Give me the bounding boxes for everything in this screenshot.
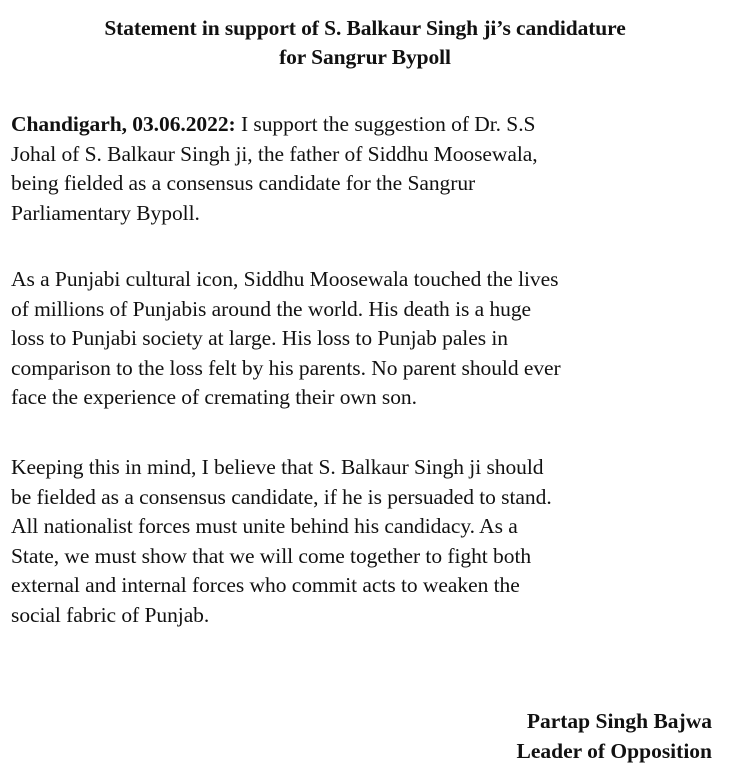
signatory-name: Partap Singh Bajwa [526, 709, 712, 733]
paragraph-2-line-2: of millions of Punjabis around the world. His death is a huge [11, 296, 532, 321]
paragraph-3-line-1: Keeping this in mind, I believe that S. Balkaur Singh ji should [11, 455, 544, 479]
paragraph-3-line-2: be fielded as a consensus candidate, if he is persuaded to stand. [11, 484, 552, 509]
paragraph-3-line-3: All nationalist forces must unite behind his candidacy. As a [11, 514, 518, 538]
title-line-2: for Sangrur Bypoll [279, 45, 451, 69]
title-line-1: Statement in support of S. Balkaur Singh ji’s candidature [104, 16, 626, 40]
paragraph-2-line-3: loss to Punjabi society at large. His loss to Punjab pales in [11, 326, 508, 350]
paragraph-2-line-1: As a Punjabi cultural icon, Siddhu Moosewala touched the lives [11, 267, 559, 291]
paragraph-1-line-2: Johal of S. Balkaur Singh ji, the father of Siddhu Moosewala, [11, 141, 538, 166]
paragraph-2 [11, 265, 723, 413]
paragraph-1-line-4: Parliamentary Bypoll. [11, 200, 200, 225]
paragraph-3-line-6: social fabric of Punjab. [11, 602, 210, 627]
paragraph-3 [11, 453, 723, 630]
paragraph-3-line-4: State, we must show that we will come together to fight both [11, 543, 532, 568]
paragraph-2-line-5: face the experience of cremating their own son. [11, 385, 417, 409]
statement-title [0, 14, 730, 72]
signatory-title: Leader of Opposition [516, 739, 712, 763]
dateline: Chandigarh, 03.06.2022: [11, 112, 236, 136]
paragraph-3-line-5: external and internal forces who commit acts to weaken the [11, 573, 520, 597]
paragraph-2-line-4: comparison to the loss felt by his parents. No parent should ever [11, 355, 561, 380]
paragraph-1 [11, 110, 723, 228]
paragraph-1-line-1-text: I support the suggestion of Dr. S.S [235, 112, 536, 136]
paragraph-1-line-1 [11, 110, 723, 140]
signature-block [516, 706, 712, 766]
paragraph-1-line-3: being fielded as a consensus candidate for the Sangrur [11, 171, 476, 195]
